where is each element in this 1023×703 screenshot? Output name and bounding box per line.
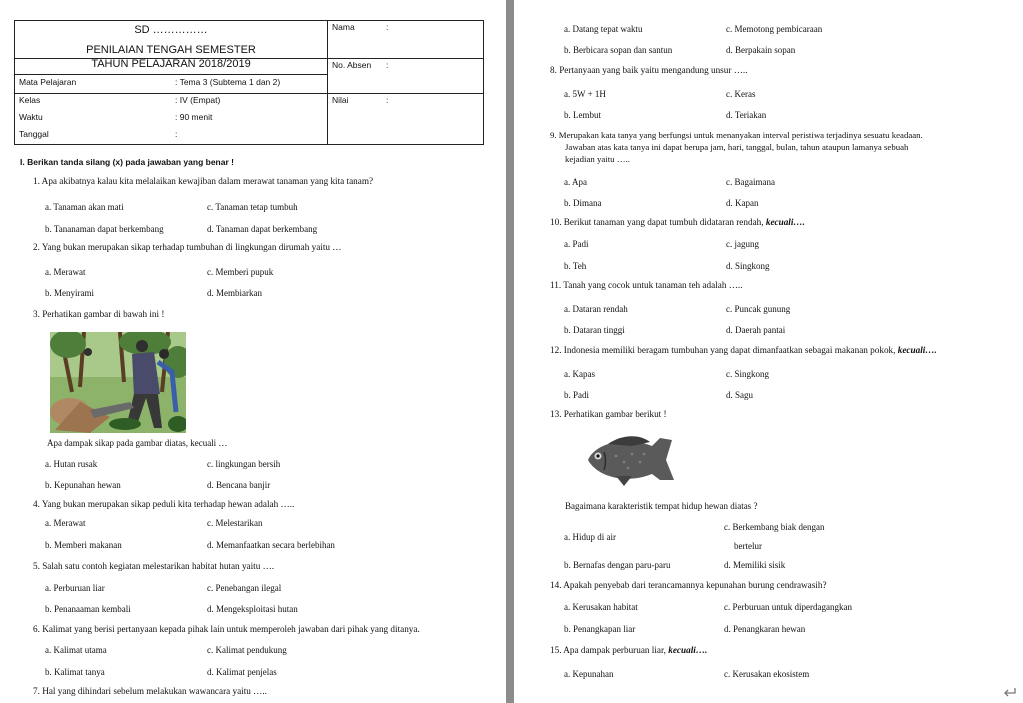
option[interactable]: c. Memotong pembicaraan [726, 24, 823, 34]
fish-illustration [582, 432, 678, 488]
option[interactable]: c. Kerusakan ekosistem [724, 669, 810, 679]
option[interactable]: d. Singkong [726, 261, 770, 271]
option[interactable]: c. jagung [726, 239, 759, 249]
option[interactable]: b. Berbicara sopan dan santun [564, 45, 673, 55]
option[interactable]: a. Perburuan liar [45, 583, 105, 593]
question-4: 4. Yang bukan merupakan sikap peduli kita terhadap hewan adalah ….. [33, 499, 295, 509]
question-6: 6. Kalimat yang berisi pertanyaan kepada pihak lain untuk memperoleh jawaban dari pihak yang ditanya. [33, 624, 420, 634]
option[interactable]: c. Puncak gunung [726, 304, 791, 314]
option[interactable]: a. 5W + 1H [564, 89, 606, 99]
option[interactable]: a. Merawat [45, 518, 86, 528]
question-3-sub: Apa dampak sikap pada gambar diatas, kecuali … [47, 438, 228, 448]
subject-label: Mata Pelajaran [19, 76, 77, 87]
question-10: 10. Berikut tanaman yang dapat tumbuh didataran rendah, kecuali…. [550, 217, 805, 227]
score-label: Nilai [332, 95, 349, 105]
option-continuation: bertelur [734, 541, 762, 551]
question-5: 5. Salah satu contoh kegiatan melestarikan habitat hutan yaitu …. [33, 561, 275, 571]
option[interactable]: d. Membiarkan [207, 288, 262, 298]
option[interactable]: c. Memberi pupuk [207, 267, 274, 277]
option[interactable]: a. Apa [564, 177, 587, 187]
option[interactable]: c. Singkong [726, 369, 770, 379]
question-13: 13. Perhatikan gambar berikut ! [550, 409, 667, 419]
option[interactable]: c. Perburuan untuk diperdagangkan [724, 602, 852, 612]
option[interactable]: a. Tanaman akan mati [45, 202, 124, 212]
question-15: 15. Apa dampak perburuan liar, kecuali…. [550, 645, 708, 655]
option[interactable]: d. Bencana banjir [207, 480, 271, 490]
option[interactable]: b. Penangkapan liar [564, 624, 636, 634]
option[interactable]: c. Penebangan ilegal [207, 583, 282, 593]
option[interactable]: b. Dimana [564, 198, 602, 208]
option[interactable]: a. Kapas [564, 369, 595, 379]
option[interactable]: c. Melestarikan [207, 518, 263, 528]
option[interactable]: a. Padi [564, 239, 589, 249]
option[interactable]: b. Menyirami [45, 288, 94, 298]
school-year-title: TAHUN PELAJARAN 2018/2019 [91, 58, 251, 70]
option[interactable]: a. Dataran rendah [564, 304, 628, 314]
instruction: I. Berikan tanda silang (x) pada jawaban yang benar ! [20, 157, 234, 167]
question-7: 7. Hal yang dihindari sebelum melakukan wawancara yaitu ….. [33, 686, 267, 696]
question-9: 9. Merupakan kata tanya yang berfungsi untuk menanyakan interval peristiwa terjadinya sesuatu keadaan. [550, 130, 923, 140]
option[interactable]: b. Lembut [564, 110, 601, 120]
option[interactable]: d. Penangkaran hewan [724, 624, 806, 634]
school-name: SD …………… [134, 24, 208, 36]
date-value: : [175, 129, 178, 139]
option[interactable]: a. Hidup di air [564, 532, 616, 542]
option[interactable]: c. Tanaman tetap tumbuh [207, 202, 298, 212]
option[interactable]: d. Memiliki sisik [724, 560, 786, 570]
option[interactable]: d. Memanfaatkan secara berlebihan [207, 540, 335, 550]
exam-title: PENILAIAN TENGAH SEMESTER [86, 44, 256, 56]
option[interactable]: d. Berpakain sopan [726, 45, 796, 55]
option[interactable]: d. Kapan [726, 198, 759, 208]
option[interactable]: a. Kepunahan [564, 669, 614, 679]
name-label: Nama [332, 22, 355, 32]
option[interactable]: d. Mengeksploitasi hutan [207, 604, 298, 614]
question-9-line2: Jawaban atas kata tanya ini dapat berupa jam, hari, tanggal, bulan, tahun ataupun lamanya sebuah [565, 142, 909, 152]
page-right [514, 0, 1023, 703]
question-13-sub: Bagaimana karakteristik tempat hidup hewan diatas ? [565, 501, 758, 511]
question-12: 12. Indonesia memiliki beragam tumbuhan yang dapat dimanfaatkan sebagai makanan pokok, kecuali…. [550, 345, 937, 355]
option[interactable]: a. Kalimat utama [45, 645, 107, 655]
question-8: 8. Pertanyaan yang baik yaitu mengandung unsur ….. [550, 65, 748, 75]
option[interactable]: d. Kalimat penjelas [207, 667, 277, 677]
option[interactable]: d. Daerah pantai [726, 325, 786, 335]
option[interactable]: b. Memberi makanan [45, 540, 122, 550]
option[interactable]: b. Dataran tinggi [564, 325, 625, 335]
option[interactable]: c. Berkembang biak dengan [724, 522, 825, 532]
return-arrow-icon [1003, 687, 1017, 697]
time-label: Waktu [19, 112, 43, 122]
absen-label: No. Absen [332, 60, 372, 70]
option[interactable]: b. Tananaman dapat berkembang [45, 224, 164, 234]
class-label: Kelas [19, 95, 41, 105]
option[interactable]: d. Sagu [726, 390, 753, 400]
option[interactable]: b. Kepunahan hewan [45, 480, 121, 490]
option[interactable]: a. Hutan rusak [45, 459, 98, 469]
question-14: 14. Apakah penyebab dari terancamannya kepunahan burung cendrawasih? [550, 580, 827, 590]
option[interactable]: d. Teriakan [726, 110, 767, 120]
question-1: 1. Apa akibatnya kalau kita melalaikan kewajiban dalam merawat tanaman yang kita tanam? [33, 176, 374, 186]
question-2: 2. Yang bukan merupakan sikap terhadap tumbuhan di lingkungan dirumah yaitu … [33, 242, 342, 252]
page-left [0, 0, 506, 703]
option[interactable]: b. Bernafas dengan paru-paru [564, 560, 671, 570]
page-gap [506, 0, 514, 703]
option[interactable]: c. Keras [726, 89, 756, 99]
question-11: 11. Tanah yang cocok untuk tanaman teh adalah ….. [550, 280, 743, 290]
option[interactable]: b. Kalimat tanya [45, 667, 105, 677]
class-value: : IV (Empat) [175, 95, 221, 105]
deforestation-illustration [50, 332, 186, 433]
time-value: : 90 menit [175, 112, 213, 122]
option[interactable]: b. Teh [564, 261, 587, 271]
option[interactable]: d. Tanaman dapat berkembang [207, 224, 318, 234]
option[interactable]: c. Bagaimana [726, 177, 775, 187]
option[interactable]: b. Penanaaman kembali [45, 604, 131, 614]
exam-header-table: SD …………… PENILAIAN TENGAH SEMESTER Nama : TAHUN PELAJARAN 2018/2019 No. Absen : Mata Pelajaran : Tema 3 (Subtema 1 dan 2) Kelas : IV (Empat) Waktu : 90 menit Tanggal : Nilai : [14, 20, 484, 145]
option[interactable]: a. Datang tepat waktu [564, 24, 643, 34]
option[interactable]: c. Kalimat pendukung [207, 645, 287, 655]
option[interactable]: a. Merawat [45, 267, 86, 277]
option[interactable]: a. Kerusakan habitat [564, 602, 638, 612]
option[interactable]: b. Padi [564, 390, 590, 400]
question-3: 3. Perhatikan gambar di bawah ini ! [33, 309, 165, 319]
subject-value: : Tema 3 (Subtema 1 dan 2) [175, 76, 281, 87]
date-label: Tanggal [19, 129, 49, 139]
question-9-line3: kejadian yaitu ….. [565, 154, 630, 164]
option[interactable]: c. lingkungan bersih [207, 459, 281, 469]
